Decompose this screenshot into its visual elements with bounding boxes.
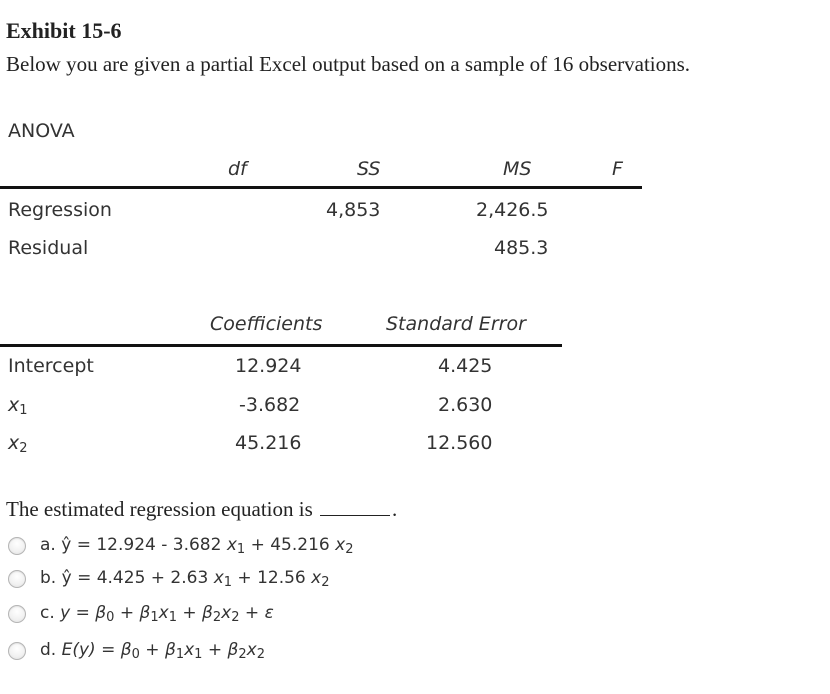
anova-header-ms: MS — [503, 158, 532, 180]
coef-header-coefficients: Coefficients — [210, 313, 323, 335]
coef-row-name: $x_2$ — [8, 432, 28, 456]
coef-cell-coefficient: -3.682 — [239, 394, 301, 416]
anova-row-source: Residual — [8, 237, 89, 259]
option-d[interactable] — [8, 638, 265, 664]
answer-blank — [320, 514, 390, 516]
coef-row-name: Intercept — [8, 355, 94, 377]
option-b-label: b. ŷ = 4.425 + 2.63 $x_1 + 12.56$ $x_2$ — [40, 568, 330, 590]
option-c-label: c. $y = \beta_0 + \beta_1x_1 + \beta_2x_2 + \varepsilon$ — [40, 603, 274, 625]
anova-header-df: df — [228, 158, 247, 180]
coef-cell-coefficient: 45.216 — [235, 432, 302, 454]
anova-cell-ms: 485.3 — [494, 237, 549, 259]
coef-header-rule — [0, 344, 562, 347]
option-d-label: d. $E(y) = \beta_0 + \beta_1x_1 + \beta_2x_2$ — [40, 640, 265, 662]
anova-cell-ss: 4,853 — [326, 199, 381, 221]
anova-row-source: Regression — [8, 199, 112, 221]
option-c[interactable] — [8, 601, 274, 627]
exhibit-title: Exhibit 15-6 — [6, 18, 122, 43]
option-b[interactable] — [8, 566, 330, 592]
radio-c[interactable] — [8, 605, 26, 623]
anova-header-rule — [0, 186, 642, 189]
radio-a[interactable] — [8, 537, 26, 555]
exhibit-intro: Below you are given a partial Excel output based on a sample of 16 observations. — [6, 52, 691, 76]
coef-cell-standard-error: 12.560 — [426, 432, 493, 454]
coef-cell-standard-error: 4.425 — [438, 355, 493, 377]
anova-header-f: F — [612, 158, 623, 180]
anova-header-ss: SS — [357, 158, 381, 180]
radio-d[interactable] — [8, 642, 26, 660]
coef-header-standard-error: Standard Error — [386, 313, 526, 335]
coef-row-name: $x_1$ — [8, 394, 28, 418]
anova-cell-ms: 2,426.5 — [476, 199, 549, 221]
anova-label: ANOVA — [8, 120, 75, 142]
coef-cell-standard-error: 2.630 — [438, 394, 493, 416]
option-a-label: a. ŷ = 12.924 - 3.682 $x_1 + 45.216$ $x_2$ — [40, 535, 354, 557]
coef-cell-coefficient: 12.924 — [235, 355, 302, 377]
question-text: The estimated regression equation is . — [6, 497, 398, 521]
option-a[interactable] — [8, 533, 353, 559]
radio-b[interactable] — [8, 570, 26, 588]
